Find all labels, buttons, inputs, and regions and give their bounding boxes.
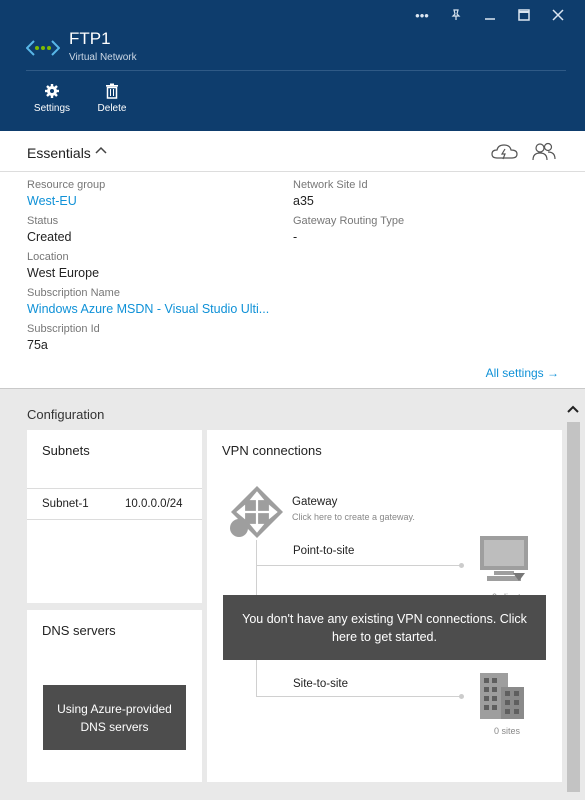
subnet-row[interactable]	[27, 489, 202, 519]
delete-label: Delete	[97, 103, 127, 114]
essentials-bar	[0, 131, 585, 172]
settings-button[interactable]	[22, 82, 82, 114]
location-value: West Europe	[27, 266, 100, 280]
minimize-icon[interactable]	[473, 4, 507, 26]
no-vpn-connections-overlay[interactable]: You don't have any existing VPN connections. Click here to get started.	[223, 595, 546, 660]
gateway-routing-type-label: Gateway Routing Type	[293, 215, 405, 227]
header-divider	[26, 70, 566, 71]
status-label: Status	[27, 215, 59, 227]
close-icon[interactable]	[541, 4, 575, 26]
p2s-connector-line	[256, 565, 463, 566]
client-computer-icon	[479, 535, 529, 583]
location-label: Location	[27, 251, 69, 263]
p2s-endpoint-dot	[459, 563, 464, 568]
configuration-title: Configuration	[27, 407, 105, 422]
virtual-network-icon	[26, 38, 60, 58]
users-icon[interactable]	[531, 142, 557, 162]
vpn-connections-tile[interactable]	[207, 430, 562, 782]
site-to-site-label[interactable]: Site-to-site	[293, 678, 348, 690]
gear-icon	[22, 82, 82, 100]
subscription-name-link[interactable]: Windows Azure MSDN - Visual Studio Ulti...	[27, 302, 270, 316]
network-site-id-value: a35	[293, 194, 314, 208]
dns-servers-title: DNS servers	[42, 623, 116, 638]
gateway-icon	[229, 484, 285, 540]
dns-servers-tile[interactable]	[27, 610, 202, 782]
window-controls	[405, 4, 575, 26]
s2s-site-count: 0 sites	[494, 726, 521, 736]
resource-group-label: Resource group	[27, 179, 106, 191]
maximize-icon[interactable]	[507, 4, 541, 26]
essentials-icons	[491, 142, 557, 162]
blade-header	[0, 0, 585, 131]
chevron-up-icon[interactable]	[95, 144, 107, 158]
configuration-section	[0, 388, 585, 800]
scroll-up-icon[interactable]	[567, 403, 579, 417]
gateway-create-hint[interactable]: Click here to create a gateway.	[292, 512, 415, 522]
subscription-name-label: Subscription Name	[27, 287, 120, 299]
scrollbar-thumb[interactable]	[567, 422, 580, 792]
vpn-connections-title: VPN connections	[222, 443, 322, 458]
cloud-bolt-icon[interactable]	[491, 142, 519, 162]
dns-servers-note: Using Azure-provided DNS servers	[43, 685, 186, 750]
delete-button[interactable]	[82, 82, 142, 114]
subnets-title: Subnets	[42, 443, 90, 458]
blade-subtitle: Virtual Network	[69, 52, 137, 63]
subnet-name: Subnet-1	[42, 498, 89, 510]
settings-label: Settings	[33, 103, 71, 114]
resource-group-link[interactable]: West-EU	[27, 194, 77, 208]
gateway-routing-type-value: -	[293, 230, 298, 244]
subscription-id-label: Subscription Id	[27, 323, 100, 335]
subscription-id-value: 75a	[27, 338, 48, 352]
blade-title: FTP1	[69, 29, 111, 48]
network-site-id-label: Network Site Id	[293, 179, 368, 191]
all-settings-link[interactable]: All settings →	[485, 366, 559, 380]
subnet-row-divider	[27, 519, 202, 520]
subnets-tile[interactable]	[27, 430, 202, 603]
s2s-connector-line	[256, 696, 463, 697]
s2s-endpoint-dot	[459, 694, 464, 699]
more-icon[interactable]: •••	[415, 7, 429, 23]
essentials-toggle[interactable]: Essentials	[27, 145, 91, 161]
pin-icon[interactable]	[439, 4, 473, 26]
point-to-site-label[interactable]: Point-to-site	[293, 545, 355, 557]
trash-icon	[82, 82, 142, 100]
gateway-label[interactable]: Gateway	[292, 496, 338, 508]
subnet-range: 10.0.0.0/24	[125, 498, 183, 510]
site-building-icon	[479, 671, 525, 721]
status-value: Created	[27, 230, 72, 244]
